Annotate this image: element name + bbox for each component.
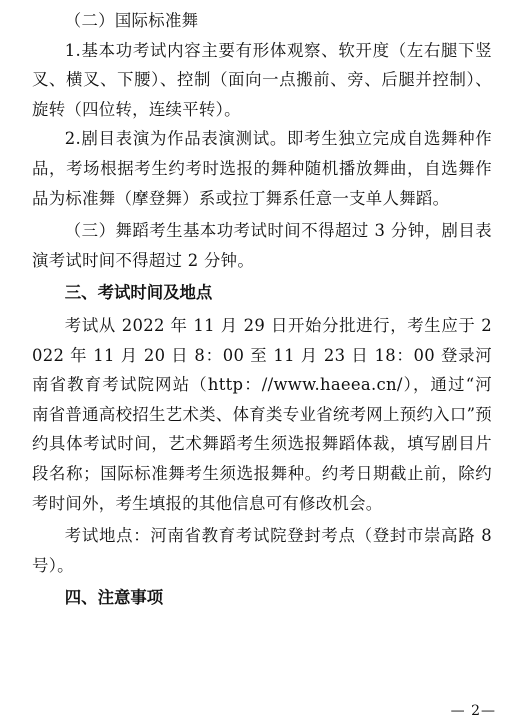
section-heading-notes: 四、注意事项 <box>64 588 164 608</box>
paragraph-time-limit: （三）舞蹈考生基本功考试时间不得超过 3 分钟，剧目表演考试时间不得超过 2 分钟。 <box>32 221 492 270</box>
paragraph-exam-schedule: 考试从 2022 年 11 月 29 日开始分批进行，考生应于 2022 年 11 月 20 日 8：00 至 11 月 23 日 18：00 登录河南省教育考试院网站（http：//www.haeea.cn/），通过“河南省普通高校招生艺术类、体育类专业省统考网上预约入口”预约具体考试时间，艺术舞蹈考生须选报舞蹈体裁，填写剧目片段名称；国际标准舞考生须选报舞种。约考日期截止前，除约考时间外，考生填报的其他信息可有修改机会。 <box>32 315 492 513</box>
section-heading-time-location: 三、考试时间及地点 <box>64 283 213 303</box>
paragraph-basic-skills: 1.基本功考试内容主要有形体观察、软开度（左右腿下竖叉、横叉、下腰）、控制（面向一点搬前、旁、后腿并控制）、旋转（四位转，连续平转）。 <box>32 40 492 119</box>
page-number: — 2— <box>450 703 496 719</box>
paragraph-exam-location: 考试地点：河南省教育考试院登封考点（登封市崇高路 8 号）。 <box>32 526 492 575</box>
subheading-international-standard-dance: （二）国际标准舞 <box>64 11 199 30</box>
paragraph-repertoire-performance: 2.剧目表演为作品表演测试。即考生独立完成自选舞种作品，考场根据考生约考时选报的舞种随机播放舞曲，自选舞作品为标准舞（摩登舞）系或拉丁舞系任意一支单人舞蹈。 <box>32 129 492 208</box>
